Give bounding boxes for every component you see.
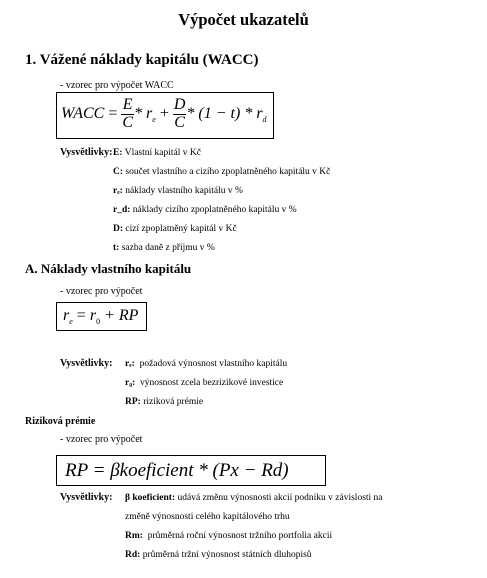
fraction-e-over-c: $\frac{E}{C}$ <box>122 96 134 131</box>
formula-note: - vzorec pro výpočet <box>60 286 143 297</box>
legend-item: t: sazba daně z příjmu v % <box>113 243 215 253</box>
section-heading-risk-premium: Riziková prémie <box>25 416 96 427</box>
legend-item: rₑ: požadová výnosnost vlastního kapitálu <box>125 359 288 369</box>
equals-sign: = <box>108 104 118 122</box>
legend-item: r₀: výnosnost zcela bezrizikové investice <box>125 378 284 388</box>
legend-item: změně výnosnosti celého kapitálového trhu <box>125 512 290 522</box>
re-formula: $r_e = r_0$ + RP <box>63 307 139 327</box>
page-title: Výpočet ukazatelů <box>178 10 309 29</box>
rp-formula: RP = βkoeficient * (Px − Rd) <box>65 460 289 481</box>
legend-item: E: Vlastní kapitál v Kč <box>113 148 201 158</box>
wacc-symbol: WACC <box>61 104 105 122</box>
legend-label: Vysvětlivky: <box>60 358 113 369</box>
times-re: * r <box>134 104 153 122</box>
legend-item: Rm: průměrná roční výnosnost tržního portfolia akcií <box>125 531 333 541</box>
legend-label: Vysvětlivky: <box>60 147 113 158</box>
legend-item: β koeficient: udává změnu výnosnosti akcií podniku v závislosti na <box>125 493 383 503</box>
legend-item: Rd: průměrná tržní výnosnost státních dluhopisů <box>125 550 312 560</box>
times-tax-rd: * (1 − t) * r <box>186 104 263 122</box>
plus-sign: + <box>159 104 169 122</box>
wacc-formula: WACC = $\frac{E}{C}$ * $r_e$ + $\frac{D}{C}$ * $(1 - t) * r_d$ <box>61 96 267 131</box>
rp-formula-box <box>56 455 326 486</box>
section-heading-wacc: 1. Vážené náklady kapitálu (WACC) <box>25 52 259 68</box>
legend-item: rₑ: náklady vlastního kapitálu v % <box>113 186 243 196</box>
legend-item: C: součet vlastního a cizího zpoplatněného kapitálu v Kč <box>113 167 331 177</box>
section-heading-equity-cost: A. Náklady vlastního kapitálu <box>25 261 192 276</box>
legend-item: r_d: náklady cizího zpoplatněného kapitálu v % <box>113 205 297 215</box>
legend-item: RP: riziková prémie <box>125 397 204 407</box>
formula-note: - vzorec pro výpočet WACC <box>60 80 174 91</box>
legend-item: D: cizí zpoplatněný kapitál v Kč <box>113 224 237 234</box>
formula-note: - vzorec pro výpočet <box>60 434 143 445</box>
fraction-d-over-c: $\frac{D}{C}$ <box>173 96 186 131</box>
legend-label: Vysvětlivky: <box>60 492 113 503</box>
re-formula-box <box>56 302 147 331</box>
wacc-formula-box <box>56 92 274 139</box>
